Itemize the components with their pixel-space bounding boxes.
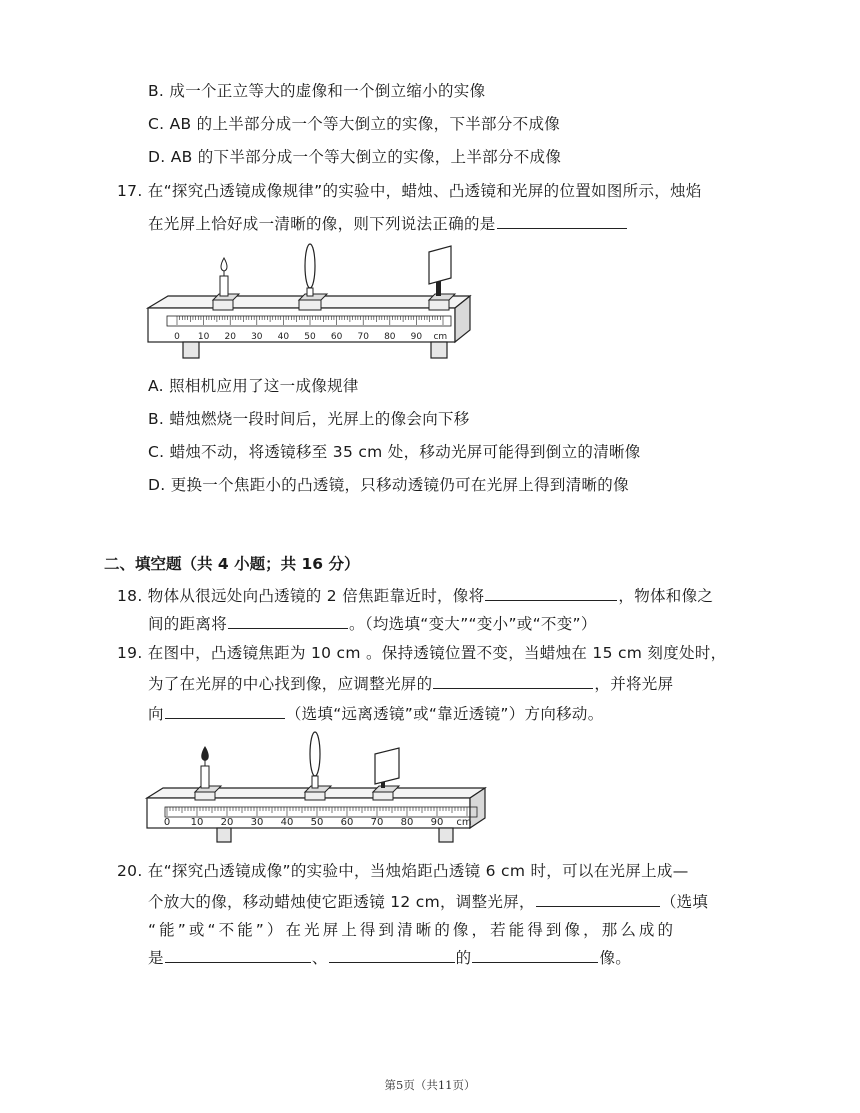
q20-text-e: 的	[455, 949, 472, 967]
q16-option-b: B. 成一个正立等大的虚像和一个倒立缩小的实像	[148, 82, 486, 100]
q18-text-c: 间的距离将	[148, 615, 228, 633]
q19-scale-label: 60	[340, 817, 354, 828]
q20-line2	[148, 890, 708, 913]
q19-blank-2[interactable]	[165, 702, 285, 719]
q19-text-b: ，并将光屏	[594, 675, 674, 693]
q17-scale-label: cm	[433, 332, 448, 342]
q16-option-c: C. AB 的上半部分成一个等大倒立的实像，下半部分不成像	[148, 115, 561, 133]
q19-scale-label: 70	[370, 817, 384, 828]
q19-line2	[148, 672, 673, 695]
q17-scale-label: 90	[410, 332, 423, 342]
q19-blank-1[interactable]	[433, 672, 593, 689]
q19-scale-label: 30	[250, 817, 264, 828]
q18-blank-2[interactable]	[228, 612, 348, 629]
q18-blank-1[interactable]	[485, 584, 617, 601]
q18-line2	[148, 612, 597, 635]
section-heading-fill-in: 二、填空题（共 4 小题；共 16 分）	[104, 555, 360, 573]
q20-text-d: 、	[311, 949, 328, 967]
q19-scale-label: 50	[310, 817, 324, 828]
q20-line4	[148, 946, 631, 969]
q17-scale-label: 40	[277, 332, 290, 342]
q18-line1	[117, 584, 713, 607]
q17-optical-bench-figure	[143, 238, 483, 368]
q17-option-c: C. 蜡烛不动，将透镜移至 35 cm 处，移动光屏可能得到倒立的清晰像	[148, 443, 641, 461]
q19-scale-label: 10	[190, 817, 204, 828]
q17-option-d: D. 更换一个焦距小的凸透镜，只移动透镜仍可在光屏上得到清晰的像	[148, 476, 629, 494]
q20-text-b: （选填	[660, 893, 709, 911]
q19-scale-label: 40	[280, 817, 294, 828]
q19-scale-label: cm	[456, 817, 472, 828]
q17-stem-line2	[148, 212, 628, 235]
q20-blank-4[interactable]	[472, 946, 598, 963]
q19-scale-label: 80	[400, 817, 414, 828]
q17-scale-label: 30	[251, 332, 263, 342]
q19-text-d: （选填“远离透镜”或“靠近透镜”）方向移动。	[285, 705, 604, 723]
q19-line1: 19. 在图中，凸透镜焦距为 10 cm 。保持透镜位置不变，当蜡烛在 15 cm 刻度处时，	[117, 644, 727, 662]
q18-text-b: ，物体和像之	[618, 587, 714, 605]
q17-option-a: A. 照相机应用了这一成像规律	[148, 377, 359, 395]
q17-scale-label: 10	[197, 332, 210, 342]
q17-scale-label: 0	[174, 332, 180, 342]
q17-scale-label: 50	[304, 332, 316, 342]
q17-scale-label: 20	[224, 332, 236, 342]
q17-answer-blank[interactable]	[497, 212, 627, 229]
page-footer: 第5页（共11页）	[384, 1078, 476, 1092]
q17-scale-label: 70	[357, 332, 369, 342]
q20-blank-1[interactable]	[536, 890, 660, 907]
q18-text-d: 。（均选填“变大”“变小”或“不变”）	[349, 615, 597, 633]
q20-line3: “能”或“不能”）在光屏上得到清晰的像，若能得到像，那么成的	[148, 921, 677, 939]
q20-text-f: 像。	[599, 949, 632, 967]
q18-text-a: 18. 物体从很远处向凸透镜的 2 倍焦距靠近时，像将	[117, 587, 485, 605]
q19-optical-bench-figure	[145, 728, 490, 846]
q19-scale-label: 0	[163, 817, 171, 828]
q20-text-a: 个放大的像，移动蜡烛使它距透镜 12 cm，调整光屏，	[148, 893, 535, 911]
q20-blank-2[interactable]	[165, 946, 311, 963]
q17-option-b: B. 蜡烛燃烧一段时间后，光屏上的像会向下移	[148, 410, 470, 428]
q19-scale-label: 20	[220, 817, 234, 828]
q20-line1: 20. 在“探究凸透镜成像”的实验中，当烛焰距凸透镜 6 cm 时，可以在光屏上成—	[117, 862, 689, 880]
q17-stem-line1: 17. 在“探究凸透镜成像规律”的实验中，蜡烛、凸透镜和光屏的位置如图所示，烛焰	[117, 182, 702, 200]
q16-option-d: D. AB 的下半部分成一个等大倒立的实像，上半部分不成像	[148, 148, 562, 166]
q19-text-a: 为了在光屏的中心找到像，应调整光屏的	[148, 675, 433, 693]
q17-stem-text: 在光屏上恰好成一清晰的像，则下列说法正确的是	[148, 215, 496, 233]
q19-line3	[148, 702, 604, 725]
q17-scale-label: 60	[330, 332, 343, 342]
q20-text-c: 是	[148, 949, 164, 967]
q20-blank-3[interactable]	[329, 946, 455, 963]
q19-scale-label: 90	[430, 817, 444, 828]
q17-scale-label: 80	[384, 332, 396, 342]
q19-text-c: 向	[148, 705, 164, 723]
